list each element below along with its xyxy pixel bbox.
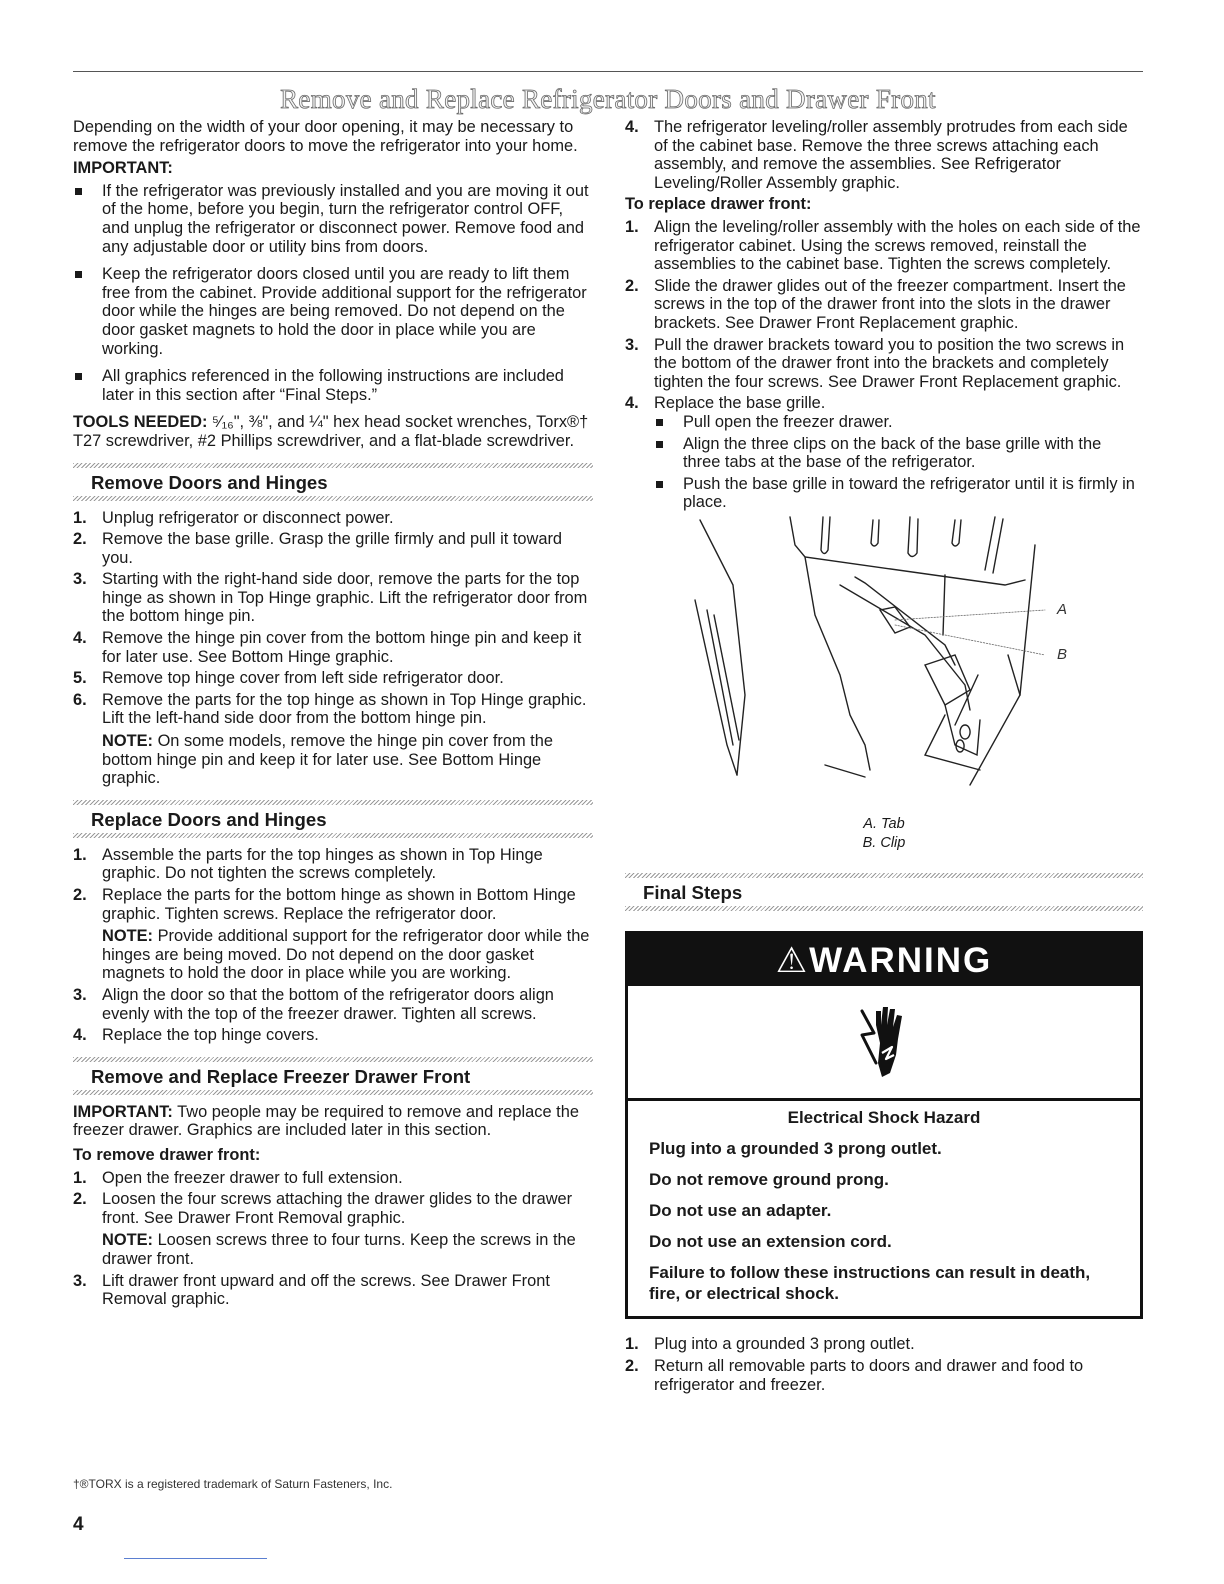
base-grille-figure <box>625 515 1143 815</box>
warning-bar <box>628 934 1140 986</box>
tools-label: TOOLS NEEDED: <box>73 413 208 432</box>
step-number: 4. <box>625 118 639 136</box>
note-text: Loosen screws three to four turns. Keep the screws in the drawer front. <box>102 1231 576 1268</box>
leader-b <box>895 625 1045 655</box>
label-a: A <box>1057 600 1068 618</box>
caption-a: A. Tab <box>863 815 905 832</box>
step-text: Assemble the parts for the top hinges as shown in Top Hinge graphic. Do not tighten the screws completely. <box>102 845 543 883</box>
step-text: Unplug refrigerator or disconnect power. <box>102 508 394 527</box>
final-steps-list <box>625 1335 1143 1394</box>
hatch-divider <box>73 833 593 838</box>
intro-paragraph: Depending on the width of your door opening, it may be necessary to remove the refrigerator doors to move the refrigerator into your home. <box>73 118 578 155</box>
step-number: 1. <box>73 1168 87 1187</box>
warning-box <box>625 931 1143 1320</box>
grille-bullets <box>654 413 1143 512</box>
step-text: Replace the parts for the bottom hinge as shown in Bottom Hinge graphic. Tighten screws. Replace the refrigerator door. <box>102 886 576 923</box>
step-number: 2. <box>625 1357 639 1376</box>
page-title: Remove and Replace Refrigerator Doors and Drawer Front <box>280 84 936 114</box>
electrical-shock-icon <box>852 1003 916 1081</box>
step-number: 6. <box>73 690 87 709</box>
note-label: NOTE: <box>102 732 153 751</box>
note-text: Provide additional support for the refrigerator door while the hinges are being moved. Do not depend on the door gasket magnets to hold the door in place while you are working. <box>102 927 590 983</box>
step-item <box>625 1357 1143 1394</box>
important-bullet: If the refrigerator was previously installed and you are moving it out of the home, before you begin, turn the refrigerator control OFF, and unplug the refrigerator or disconnect power. Remove food and any adjustable door or utility bins from doors. <box>73 182 593 256</box>
top-rule <box>73 71 1143 72</box>
step-text: Plug into a grounded 3 prong outlet. <box>654 1335 915 1354</box>
step-item <box>73 846 593 883</box>
shock-icon-area <box>628 986 1140 1101</box>
remove-drawer-steps-continued <box>625 118 1143 192</box>
step-text: Align the leveling/roller assembly with the holes on each side of the refrigerator cabinet. Using the screws removed, reinstall the assemblies to the cabinet base. Tighten the screws completely. <box>654 217 1141 274</box>
step-number: 5. <box>73 669 87 688</box>
step-number: 4. <box>73 1026 87 1045</box>
step-item <box>73 1169 593 1188</box>
note <box>102 927 593 983</box>
clip-shape <box>871 520 879 546</box>
tools-needed <box>73 413 593 450</box>
remove-drawer-steps <box>73 1169 593 1309</box>
step-number: 2. <box>625 276 639 295</box>
step-text: Starting with the right-hand side door, remove the parts for the top hinge as shown in Top Hinge graphic. Lift the refrigerator door from the bottom hinge pin. <box>102 570 588 626</box>
remove-doors-steps <box>73 509 593 788</box>
remove-doors-header <box>73 463 593 501</box>
important-text: Two people may be required to remove and replace the freezer drawer. Graphics are included later in this section. <box>73 1102 579 1140</box>
base-grille-diagram <box>625 515 1143 815</box>
leader-a <box>895 610 1045 620</box>
step-text: Open the freezer drawer to full extension. <box>102 1168 403 1187</box>
step-item <box>73 530 593 567</box>
step-number: 4. <box>73 629 87 648</box>
step-number: 3. <box>625 335 639 354</box>
warning-line: Plug into a grounded 3 prong outlet. <box>649 1139 942 1159</box>
remove-doors-heading: Remove Doors and Hinges <box>91 471 328 493</box>
right-column <box>625 118 1143 1397</box>
hatch-divider <box>73 1090 593 1095</box>
step-number: 4. <box>625 394 639 413</box>
note-text: On some models, remove the hinge pin cover from the bottom hinge pin and keep it for later use. See Bottom Hinge graphic. <box>102 732 553 788</box>
bottom-link-rule <box>124 1558 267 1559</box>
hatch-divider <box>625 906 1143 911</box>
step-item <box>625 118 1143 192</box>
clip-shape <box>821 517 830 554</box>
warning-line: Failure to follow these instructions can result in death, fire, or electrical shock. <box>649 1263 1091 1304</box>
step-item <box>73 509 593 528</box>
note <box>102 1231 593 1268</box>
caption-b: B. Clip <box>862 834 906 851</box>
step-item <box>73 986 593 1023</box>
step-item <box>73 669 593 688</box>
step-item <box>625 1335 1143 1354</box>
replace-doors-steps <box>73 846 593 1045</box>
important-bullet: All graphics referenced in the following instructions are included later in this section after “Final Steps.” <box>73 367 593 404</box>
step-item <box>73 1272 593 1309</box>
warning-line: Do not use an adapter. <box>649 1201 832 1221</box>
important-label: IMPORTANT: <box>73 159 173 178</box>
replace-doors-header <box>73 800 593 838</box>
step-item <box>73 570 593 626</box>
final-steps-header <box>625 873 1143 911</box>
step-text: Slide the drawer glides out of the freezer compartment. Insert the screws in the top of the drawer front into the slots in the drawer brackets. See Drawer Front Replacement graphic. <box>654 276 1126 332</box>
step-text: Loosen the four screws attaching the drawer glides to the drawer front. See Drawer Front Removal graphic. <box>102 1190 573 1227</box>
step-text: Replace the base grille. <box>654 394 826 413</box>
step-text: Replace the top hinge covers. <box>102 1026 319 1045</box>
clip-shape <box>952 520 961 546</box>
step-item <box>73 691 593 788</box>
step-item <box>73 629 593 666</box>
warning-line: Do not use an extension cord. <box>649 1232 892 1252</box>
tools-text: ⁵⁄₁₆", ⅜", and ¼" hex head socket wrenches, Torx®† T27 screwdriver, #2 Phillips screwdriver, and a flat-blade screwdriver. <box>73 413 589 450</box>
step-item <box>625 277 1143 333</box>
step-text: Remove the hinge pin cover from the bottom hinge pin and keep it for later use. See Bottom Hinge graphic. <box>102 629 582 666</box>
clip-shape <box>908 517 918 557</box>
important-label: IMPORTANT: <box>73 1102 173 1121</box>
replace-doors-heading: Replace Doors and Hinges <box>91 808 327 830</box>
hatch-divider <box>73 496 593 501</box>
note-label: NOTE: <box>102 1231 153 1250</box>
step-number: 3. <box>73 985 87 1004</box>
freezer-drawer-heading: Remove and Replace Freezer Drawer Front <box>91 1065 471 1087</box>
replace-drawer-steps <box>625 218 1143 512</box>
remove-drawer-label: To remove drawer front: <box>73 1145 261 1164</box>
step-number: 2. <box>73 530 87 549</box>
final-steps-heading: Final Steps <box>643 881 743 903</box>
page-number: 4 <box>73 1514 84 1535</box>
step-text: Lift drawer front upward and off the screws. See Drawer Front Removal graphic. <box>102 1271 550 1309</box>
step-number: 2. <box>73 1190 87 1209</box>
left-column <box>73 118 593 1312</box>
warning-line: Do not remove ground prong. <box>649 1170 889 1190</box>
step-text: The refrigerator leveling/roller assembly protrudes from each side of the cabinet base. Remove the three screws attaching each assembly, and remove the assemblies. See Refrigerator Leveling/Roller Assembly graphic. <box>654 118 1128 192</box>
replace-drawer-label: To replace drawer front: <box>625 195 812 214</box>
important-bullet: Keep the refrigerator doors closed until you are ready to lift them free from the cabinet. Provide additional support for the refrigerator door while the hinges are being removed. Do not depend on the door gasket magnets to hold the door in place while you are working. <box>73 265 593 358</box>
step-number: 1. <box>625 217 639 236</box>
note-label: NOTE: <box>102 927 153 946</box>
hazard-title: Electrical Shock Hazard <box>787 1107 981 1127</box>
important-list <box>73 182 593 405</box>
grille-bullet: Pull open the freezer drawer. <box>654 413 1143 432</box>
step-number: 1. <box>73 845 87 864</box>
note <box>102 732 593 788</box>
grille-bullet: Push the base grille in toward the refrigerator until it is firmly in place. <box>654 475 1143 512</box>
step-text: Return all removable parts to doors and drawer and food to refrigerator and freezer. <box>654 1357 1084 1394</box>
step-number: 3. <box>73 1271 87 1290</box>
step-text: Remove top hinge cover from left side refrigerator door. <box>102 669 504 688</box>
step-item <box>625 394 1143 512</box>
step-number: 2. <box>73 886 87 904</box>
step-number: 1. <box>73 508 87 527</box>
step-text: Remove the base grille. Grasp the grille firmly and pull it toward you. <box>102 530 563 567</box>
freezer-important <box>73 1103 593 1140</box>
step-item <box>625 218 1143 274</box>
step-text: Align the door so that the bottom of the refrigerator doors align evenly with the top of the freezer drawer. Tighten all screws. <box>102 985 554 1023</box>
step-number: 1. <box>625 1335 639 1354</box>
label-b: B <box>1057 645 1068 663</box>
freezer-drawer-header <box>73 1057 593 1095</box>
step-number: 3. <box>73 570 87 589</box>
step-item <box>625 336 1143 392</box>
step-item <box>73 886 593 983</box>
step-text: Pull the drawer brackets toward you to position the two screws in the bottom of the drawer front into the brackets and completely tighten the four screws. See Drawer Front Replacement graphic. <box>654 335 1125 391</box>
grille-bullet: Align the three clips on the back of the base grille with the three tabs at the base of the refrigerator. <box>654 435 1143 472</box>
step-text: Remove the parts for the top hinge as shown in Top Hinge graphic. Lift the left-hand side door from the bottom hinge pin. <box>102 690 587 728</box>
warning-triangle-icon: ⚠ <box>775 940 810 980</box>
step-item <box>73 1190 593 1268</box>
step-item <box>73 1026 593 1045</box>
trademark-footnote: †®TORX is a registered trademark of Saturn Fasteners, Inc. <box>73 1477 393 1491</box>
warning-title: WARNING <box>809 940 993 980</box>
